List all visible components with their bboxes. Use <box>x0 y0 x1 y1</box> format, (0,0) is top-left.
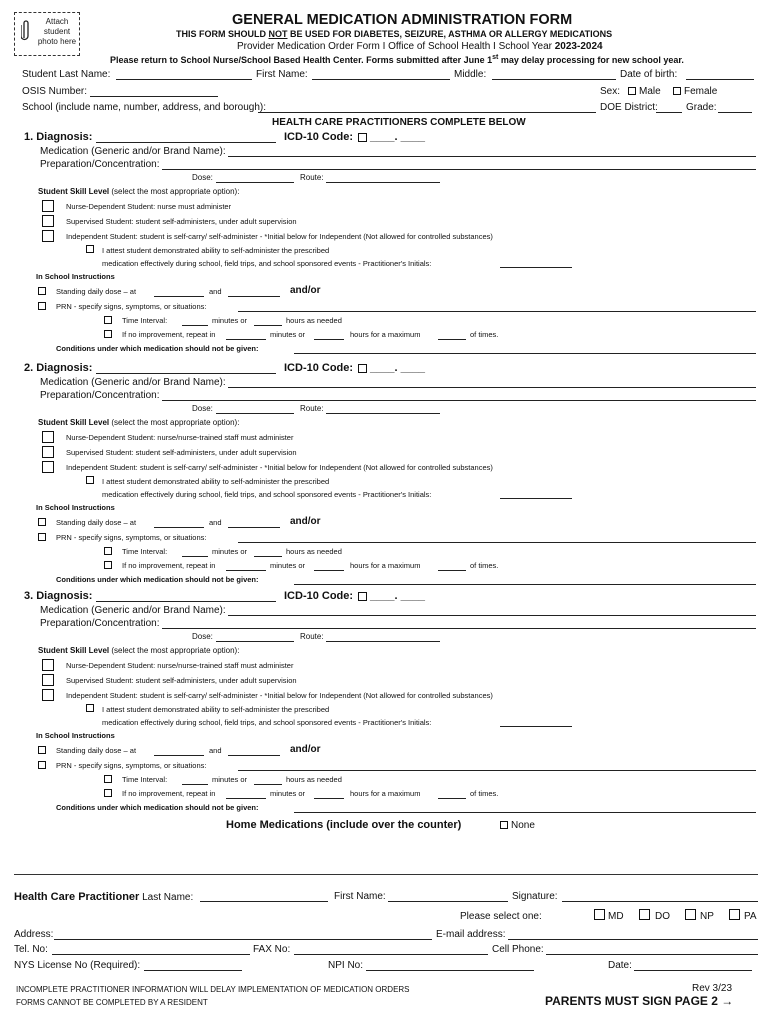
preparation-field-1[interactable] <box>162 169 756 170</box>
repeat-hours-field-2[interactable] <box>314 570 344 571</box>
tel-field[interactable] <box>52 954 250 955</box>
dose-field-1[interactable] <box>216 182 294 183</box>
fax-field[interactable] <box>294 954 488 955</box>
address-field[interactable] <box>54 939 432 940</box>
supervised-checkbox-2[interactable] <box>42 446 54 458</box>
student-last-name-field[interactable] <box>116 79 252 80</box>
signature-label: Signature: <box>512 891 558 902</box>
student-middle-label: Middle: <box>454 69 487 80</box>
prn-label-2: PRN - specify signs, symptoms, or situations: <box>56 533 207 542</box>
time-interval-minutes-or-2: minutes or <box>212 547 248 556</box>
cell-field[interactable] <box>546 954 758 955</box>
nurse-dependent-checkbox-3[interactable] <box>42 659 54 671</box>
standing-time-field-1-1[interactable] <box>154 296 204 297</box>
footer-resident-note: FORMS CANNOT BE COMPLETED BY A RESIDENT <box>16 998 208 1007</box>
practitioner-initials-field-3[interactable] <box>500 726 572 727</box>
doe-district-label: DOE District: <box>600 102 658 113</box>
of-times-2: of times. <box>470 561 499 570</box>
icd-label-3: ICD-10 Code: <box>284 590 354 602</box>
prn-checkbox-2[interactable] <box>38 533 46 541</box>
standing-dose-checkbox-2[interactable] <box>38 518 46 526</box>
route-label-1: Route: <box>300 173 324 182</box>
icd-field-3[interactable]: ____. ____ <box>370 590 426 602</box>
conditions-field-3[interactable] <box>294 812 756 813</box>
skill-level-label-2: Student Skill Level (select the most appropriate option): <box>38 418 240 427</box>
supervised-label-3: Supervised Student: student self-administers, under adult supervision <box>66 676 297 685</box>
no-improvement-checkbox-2[interactable] <box>104 561 112 569</box>
conditions-field-2[interactable] <box>294 584 756 585</box>
attest-checkbox-2[interactable] <box>86 476 94 484</box>
dose-label-3: Dose: <box>192 632 213 641</box>
parents-must-sign: PARENTS MUST SIGN PAGE 2 → <box>545 994 734 1008</box>
route-field-3[interactable] <box>326 641 440 642</box>
nys-license-field[interactable] <box>144 970 242 971</box>
female-checkbox[interactable] <box>673 87 681 95</box>
nurse-dependent-label-1: Nurse-Dependent Student: nurse must administer <box>66 202 232 211</box>
repeat-minutes-field-2[interactable] <box>226 570 266 571</box>
sex-male-option[interactable]: Male <box>628 86 661 97</box>
time-interval-minutes-field-3[interactable] <box>182 784 208 785</box>
photo-text: Attach student photo here <box>37 17 77 46</box>
skill-level-label-1: Student Skill Level (select the most appropriate option): <box>38 187 240 196</box>
supervised-label-1: Supervised Student: student self-administers, under adult supervision <box>66 217 297 226</box>
form-title: GENERAL MEDICATION ADMINISTRATION FORM <box>232 12 573 28</box>
medication-field-3[interactable] <box>228 615 756 616</box>
hcp-last-name-field[interactable] <box>200 901 328 902</box>
fax-label: FAX No: <box>253 944 291 955</box>
time-interval-checkbox-3[interactable] <box>104 775 112 783</box>
signature-field[interactable] <box>562 901 758 902</box>
icd-field-1[interactable]: ____. ____ <box>370 131 426 143</box>
conditions-field-1[interactable] <box>294 353 756 354</box>
osis-label: OSIS Number: <box>22 86 88 97</box>
in-school-instructions-1: In School Instructions <box>36 272 115 281</box>
npi-label: NPI No: <box>328 960 364 971</box>
standing-time-field-2-1[interactable] <box>228 296 280 297</box>
standing-dose-label-2: Standing daily dose – at <box>56 518 137 527</box>
supervised-checkbox-3[interactable] <box>42 674 54 686</box>
sex-label: Sex: <box>600 86 621 97</box>
time-interval-hours-field-2[interactable] <box>254 556 282 557</box>
dose-label-2: Dose: <box>192 404 213 413</box>
form-subtitle: THIS FORM SHOULD NOT BE USED FOR DIABETES, SEIZURE, ASTHMA OR ALLERGY MEDICATIONS <box>176 29 613 39</box>
md-checkbox[interactable] <box>594 909 605 920</box>
max-times-field-1[interactable] <box>438 339 466 340</box>
time-interval-minutes-field-2[interactable] <box>182 556 208 557</box>
repeat-minutes-or-2: minutes or <box>270 561 306 570</box>
in-school-instructions-3: In School Instructions <box>36 731 115 740</box>
repeat-minutes-field-3[interactable] <box>226 798 266 799</box>
nurse-dependent-checkbox-2[interactable] <box>42 431 54 443</box>
prn-field-2[interactable] <box>238 542 756 543</box>
medication-label-1: Medication (Generic and/or Brand Name): <box>40 146 226 157</box>
date-field[interactable] <box>634 970 752 971</box>
hours-maximum-3: hours for a maximum <box>350 789 421 798</box>
hcp-first-name-label: First Name: <box>334 891 386 902</box>
standing-dose-label-1: Standing daily dose – at <box>56 287 137 296</box>
standing-time-field-2-3[interactable] <box>228 755 280 756</box>
grade-label: Grade: <box>686 102 717 113</box>
conditions-label-2: Conditions under which medication should not be given: <box>56 575 259 584</box>
repeat-hours-field-1[interactable] <box>314 339 344 340</box>
conditions-label-1: Conditions under which medication should not be given: <box>56 344 259 353</box>
dose-label-1: Dose: <box>192 173 213 182</box>
no-improvement-checkbox-1[interactable] <box>104 330 112 338</box>
icd-label-1: ICD-10 Code: <box>284 131 354 143</box>
attest-initials-label-2: medication effectively during school, field trips, and school sponsored events - Practitioner's Initials: <box>102 490 432 499</box>
tel-label: Tel. No: <box>14 944 48 955</box>
time-interval-hours-field-3[interactable] <box>254 784 282 785</box>
standing-and-3: and <box>209 746 222 755</box>
do-checkbox[interactable] <box>639 909 650 920</box>
home-medications-label: Home Medications (include over the counter) <box>226 819 462 831</box>
standing-dose-checkbox-3[interactable] <box>38 746 46 754</box>
repeat-minutes-field-1[interactable] <box>226 339 266 340</box>
diagnosis-label-1: 1. Diagnosis: <box>24 131 93 143</box>
icd-checkbox-3[interactable] <box>358 592 367 601</box>
time-interval-checkbox-1[interactable] <box>104 316 112 324</box>
prn-field-3[interactable] <box>238 770 756 771</box>
attest-initials-label-3: medication effectively during school, field trips, and school sponsored events - Practitioner's Initials: <box>102 718 432 727</box>
preparation-label-3: Preparation/Concentration: <box>40 618 160 629</box>
prn-checkbox-3[interactable] <box>38 761 46 769</box>
student-last-name-label: Student Last Name: <box>22 69 111 80</box>
route-label-3: Route: <box>300 632 324 641</box>
route-field-1[interactable] <box>326 182 440 183</box>
np-checkbox[interactable] <box>685 909 696 920</box>
hours-maximum-1: hours for a maximum <box>350 330 421 339</box>
supervised-label-2: Supervised Student: student self-administers, under adult supervision <box>66 448 297 457</box>
time-interval-hours-field-1[interactable] <box>254 325 282 326</box>
time-interval-minutes-or-3: minutes or <box>212 775 248 784</box>
and-or-label-2: and/or <box>290 516 321 527</box>
revision-label: Rev 3/23 <box>692 983 733 994</box>
email-field[interactable] <box>508 939 758 940</box>
independent-checkbox-1[interactable] <box>42 230 54 242</box>
standing-time-field-2-2[interactable] <box>228 527 280 528</box>
preparation-field-2[interactable] <box>162 400 756 401</box>
standing-and-1: and <box>209 287 222 296</box>
attest-label-2: I attest student demonstrated ability to self-administer the prescribed <box>102 477 330 486</box>
preparation-label-1: Preparation/Concentration: <box>40 159 160 170</box>
np-label: NP <box>700 911 714 922</box>
medication-label-2: Medication (Generic and/or Brand Name): <box>40 377 226 388</box>
time-interval-label-1: Time Interval: <box>122 316 168 325</box>
prn-field-1[interactable] <box>238 311 756 312</box>
max-times-field-2[interactable] <box>438 570 466 571</box>
hours-as-needed-1: hours as needed <box>286 316 342 325</box>
icd-label-2: ICD-10 Code: <box>284 362 354 374</box>
icd-checkbox-2[interactable] <box>358 364 367 373</box>
footer-incomplete-note: INCOMPLETE PRACTITIONER INFORMATION WILL DELAY IMPLEMENTATION OF MEDICATION ORDERS <box>16 985 410 994</box>
supervised-checkbox-1[interactable] <box>42 215 54 227</box>
none-checkbox[interactable] <box>500 821 508 829</box>
max-times-field-3[interactable] <box>438 798 466 799</box>
diagnosis-label-2: 2. Diagnosis: <box>24 362 93 374</box>
diagnosis-field-3[interactable] <box>96 601 276 602</box>
time-interval-label-3: Time Interval: <box>122 775 168 784</box>
male-checkbox[interactable] <box>628 87 636 95</box>
independent-label-1: Independent Student: student is self-carry/ self-administer - *Initial below for Independent (Not allowed for controlled substances) <box>66 232 493 241</box>
hours-as-needed-3: hours as needed <box>286 775 342 784</box>
provider-line: Provider Medication Order Form I Office of School Health I School Year 2023-2024 <box>237 41 603 52</box>
hours-maximum-2: hours for a maximum <box>350 561 421 570</box>
attest-label-1: I attest student demonstrated ability to self-administer the prescribed <box>102 246 330 255</box>
route-field-2[interactable] <box>326 413 440 414</box>
standing-and-2: and <box>209 518 222 527</box>
no-improvement-label-1: If no improvement, repeat in <box>122 330 216 339</box>
pa-checkbox[interactable] <box>729 909 740 920</box>
skill-level-label-3: Student Skill Level (select the most appropriate option): <box>38 646 240 655</box>
nurse-dependent-label-3: Nurse-Dependent Student: nurse/nurse-trained staff must administer <box>66 661 294 670</box>
independent-label-3: Independent Student: student is self-carry/ self-administer - *Initial below for Independent (Not allowed for controlled substances) <box>66 691 493 700</box>
of-times-1: of times. <box>470 330 499 339</box>
independent-checkbox-2[interactable] <box>42 461 54 473</box>
icd-checkbox-1[interactable] <box>358 133 367 142</box>
photo-placeholder[interactable] <box>14 12 80 56</box>
prn-label-3: PRN - specify signs, symptoms, or situations: <box>56 761 207 770</box>
select-one-label: Please select one: <box>460 911 542 922</box>
repeat-minutes-or-3: minutes or <box>270 789 306 798</box>
independent-checkbox-3[interactable] <box>42 689 54 701</box>
doe-district-field[interactable] <box>656 112 682 113</box>
standing-time-field-1-3[interactable] <box>154 755 204 756</box>
repeat-minutes-or-1: minutes or <box>270 330 306 339</box>
attest-checkbox-3[interactable] <box>86 704 94 712</box>
nurse-dependent-checkbox-1[interactable] <box>42 200 54 212</box>
return-note: Please return to School Nurse/School Based Health Center. Forms submitted after June 1st may delay processing for new school year. <box>110 54 684 65</box>
student-first-name-field[interactable] <box>312 79 450 80</box>
route-label-2: Route: <box>300 404 324 413</box>
medication-field-2[interactable] <box>228 387 756 388</box>
diagnosis-label-3: 3. Diagnosis: <box>24 590 93 602</box>
pa-label: PA <box>744 911 757 922</box>
time-interval-minutes-or-1: minutes or <box>212 316 248 325</box>
date-label: Date: <box>608 960 632 971</box>
student-first-name-label: First Name: <box>256 69 308 80</box>
practitioner-initials-field-1[interactable] <box>500 267 572 268</box>
npi-field[interactable] <box>366 970 534 971</box>
hcp-complete-heading: HEALTH CARE PRACTITIONERS COMPLETE BELOW <box>272 117 526 128</box>
osis-field[interactable] <box>90 96 218 97</box>
standing-dose-label-3: Standing daily dose – at <box>56 746 137 755</box>
time-interval-minutes-field-1[interactable] <box>182 325 208 326</box>
time-interval-label-2: Time Interval: <box>122 547 168 556</box>
conditions-label-3: Conditions under which medication should not be given: <box>56 803 259 812</box>
email-label: E-mail address: <box>436 929 506 940</box>
time-interval-checkbox-2[interactable] <box>104 547 112 555</box>
divider <box>14 874 758 875</box>
hcp-first-name-field[interactable] <box>388 901 508 902</box>
no-improvement-checkbox-3[interactable] <box>104 789 112 797</box>
dose-field-3[interactable] <box>216 641 294 642</box>
paperclip-icon <box>21 18 31 42</box>
preparation-field-3[interactable] <box>162 628 756 629</box>
repeat-hours-field-3[interactable] <box>314 798 344 799</box>
no-improvement-label-2: If no improvement, repeat in <box>122 561 216 570</box>
student-middle-field[interactable] <box>492 79 616 80</box>
prn-checkbox-1[interactable] <box>38 302 46 310</box>
hours-as-needed-2: hours as needed <box>286 547 342 556</box>
in-school-instructions-2: In School Instructions <box>36 503 115 512</box>
diagnosis-field-1[interactable] <box>96 142 276 143</box>
dob-label: Date of birth: <box>620 69 678 80</box>
attest-checkbox-1[interactable] <box>86 245 94 253</box>
dose-field-2[interactable] <box>216 413 294 414</box>
practitioner-initials-field-2[interactable] <box>500 498 572 499</box>
school-field[interactable] <box>258 112 596 113</box>
nys-license-label: NYS License No (Required): <box>14 960 141 971</box>
icd-field-2[interactable]: ____. ____ <box>370 362 426 374</box>
nurse-dependent-label-2: Nurse-Dependent Student: nurse/nurse-trained staff must administer <box>66 433 294 442</box>
preparation-label-2: Preparation/Concentration: <box>40 390 160 401</box>
medication-field-1[interactable] <box>228 156 756 157</box>
no-improvement-label-3: If no improvement, repeat in <box>122 789 216 798</box>
and-or-label-3: and/or <box>290 744 321 755</box>
md-label: MD <box>608 911 624 922</box>
diagnosis-field-2[interactable] <box>96 373 276 374</box>
prn-label-1: PRN - specify signs, symptoms, or situations: <box>56 302 207 311</box>
medication-label-3: Medication (Generic and/or Brand Name): <box>40 605 226 616</box>
dob-field[interactable] <box>686 79 754 80</box>
home-meds-none-option[interactable]: None <box>500 820 535 831</box>
independent-label-2: Independent Student: student is self-carry/ self-administer - *Initial below for Independent (Not allowed for controlled substances) <box>66 463 493 472</box>
address-label: Address: <box>14 929 54 940</box>
attest-label-3: I attest student demonstrated ability to self-administer the prescribed <box>102 705 330 714</box>
school-label: School (include name, number, address, and borough): <box>22 102 267 113</box>
cell-label: Cell Phone: <box>492 944 544 955</box>
attest-initials-label-1: medication effectively during school, field trips, and school sponsored events - Practitioner's Initials: <box>102 259 432 268</box>
standing-time-field-1-2[interactable] <box>154 527 204 528</box>
sex-female-option[interactable]: Female <box>673 86 717 97</box>
and-or-label-1: and/or <box>290 285 321 296</box>
of-times-3: of times. <box>470 789 499 798</box>
grade-field[interactable] <box>718 112 752 113</box>
standing-dose-checkbox-1[interactable] <box>38 287 46 295</box>
hcp-last-name-label: Health Care Practitioner Last Name: <box>14 891 194 903</box>
do-label: DO <box>655 911 670 922</box>
